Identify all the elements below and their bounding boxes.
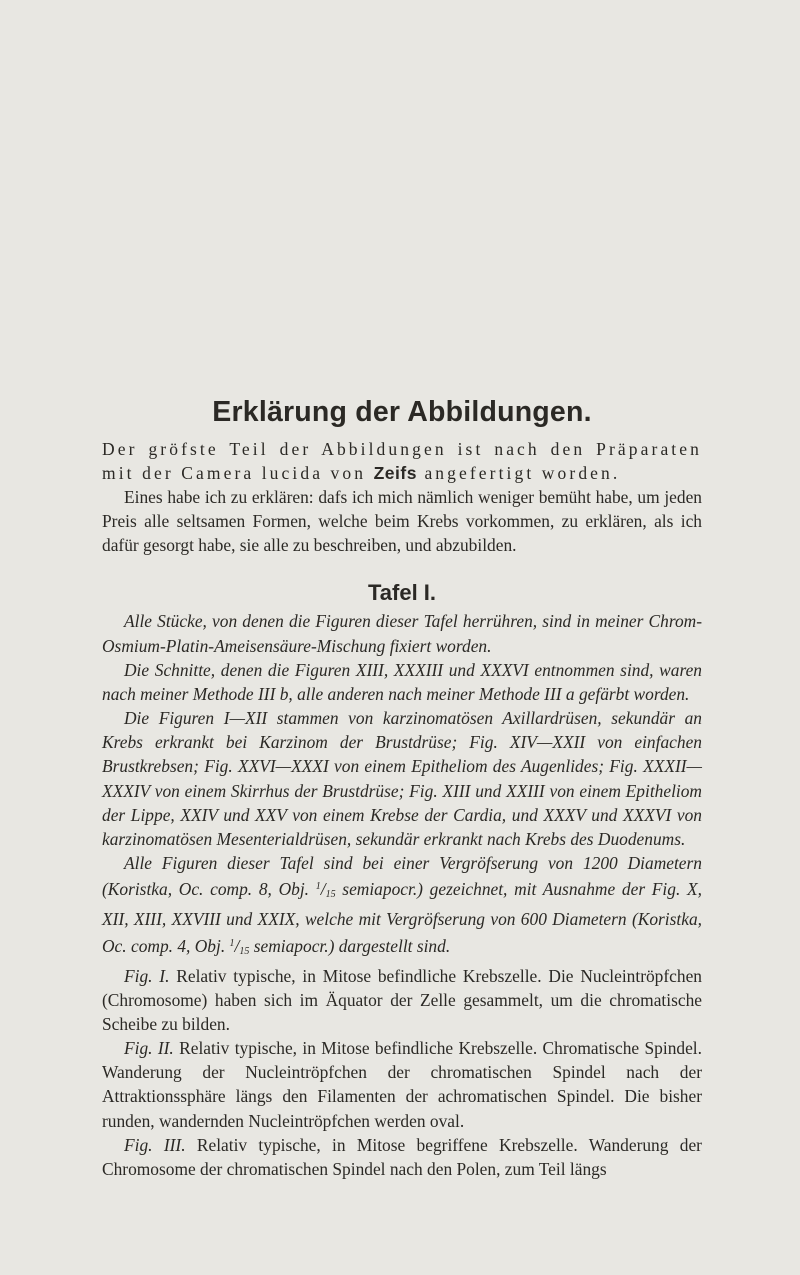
- intro-line-2-b: angefertigt worden.: [424, 463, 621, 483]
- figure-text-1: Relativ typische, in Mitose befindliche Krebszelle. Die Nucleintröpfchen (Chromosome) haben sich im Äquator der Zelle gesammelt, um die chromatische Scheibe zu bilden.: [102, 965, 703, 1034]
- figure-text-2: Relativ typische, in Mitose befindliche Krebszelle. Chromatische Spindel. Wanderung der Nucleintröpfchen der chromatischen Spindel nach der Attraktionssphäre längs den Filamenten der achromatischen Spindel. Die bisher runden, wandernden Nucleintröpfchen werden oval.: [102, 1038, 702, 1131]
- intro-line-2-a: mit der Camera lucida von: [102, 463, 367, 483]
- fraction-1-numerator: 1: [315, 881, 321, 893]
- magnification-text-a: Alle Figuren dieser Tafel sind bei einer Vergröfserung von 1200 Diametern (Koristka, Oc. comp. 8, Obj.: [102, 853, 702, 900]
- tafel-paragraph-fixation: Alle Stücke, von denen die Figuren dieser Tafel herrühren, sind in meiner Chrom-Osmium-Platin-Ameisensäure-Mischung fixiert worden.: [102, 611, 702, 656]
- intro-line-2: [102, 461, 702, 485]
- intro-line-1: Der gröfste Teil der Abbildungen ist nach den Präparaten: [102, 439, 702, 459]
- figure-description-3: [102, 1133, 702, 1181]
- figure-description-1: [102, 964, 702, 1036]
- page-title: Erklärung der Abbildungen.: [212, 396, 592, 428]
- fraction-2: $^1/_{15}$: [229, 935, 250, 957]
- magnification-text-c: semiapocr.) dargestellt sind.: [253, 935, 451, 956]
- fraction-1-denominator: 15: [325, 889, 336, 901]
- fraction-2-numerator: 1: [229, 937, 235, 949]
- figure-text-3: Relativ typische, in Mitose begriffene Krebszelle. Wanderung der Chromosome der chromatischen Spindel nach den Polen, zum Teil längs: [102, 1134, 702, 1179]
- zeiss-name: Zeifs: [373, 463, 417, 483]
- tafel-paragraph-magnification: [102, 851, 702, 964]
- tafel-paragraph-sources: Die Figuren I—XII stammen von karzinomatösen Axillardrüsen, sekundär an Krebs erkrankt bei Karzinom der Brustdrüse; Fig. XIV—XXII von einfachen Brustkrebsen; Fig. XXVI—XXXI von einem Epitheliom des Augenlides; Fig. XXXII—XXXIV von einem Skirrhus der Brustdrüse; Fig. XIII und XXIII von einem Epitheliom der Lippe, XXIV und XXV von einem Krebse der Cardia, und XXXV und XXXVI von karzinomatösen Mesenterialdrüsen, sekundär erkrankt nach Krebs des Duodenums.: [102, 708, 702, 849]
- figure-label-2: Fig. II.: [124, 1038, 174, 1059]
- figure-label-1: Fig. I.: [124, 965, 170, 986]
- figure-description-2: [102, 1036, 702, 1133]
- text-block: [102, 396, 702, 1181]
- magnification-text-b: semiapocr.) gezeichnet, mit Ausnahme der Fig. X, XII, XIII, XXVIII und XXIX, welche mit Vergröfserung von 600 Diametern (Koristka, Oc. comp. 4, Obj.: [102, 879, 702, 956]
- tafel-paragraph-staining: Die Schnitte, denen die Figuren XIII, XXXIII und XXXVI entnommen sind, waren nach meiner Methode III b, alle anderen nach meiner Methode III a gefärbt worden.: [102, 659, 702, 704]
- intro-paragraph: Eines habe ich zu erklären: dafs ich mich nämlich weniger bemüht habe, um jeden Preis alle seltsamen Formen, welche beim Krebs vorkommen, zu erklären, als ich dafür gesorgt habe, sie alle zu beschreiben, und abzubilden.: [102, 487, 702, 556]
- fraction-2-denominator: 15: [239, 945, 250, 957]
- section-heading-tafel: Tafel I.: [367, 580, 437, 606]
- figure-label-3: Fig. III.: [124, 1134, 186, 1155]
- fraction-1: $^1/_{15}$: [315, 879, 336, 901]
